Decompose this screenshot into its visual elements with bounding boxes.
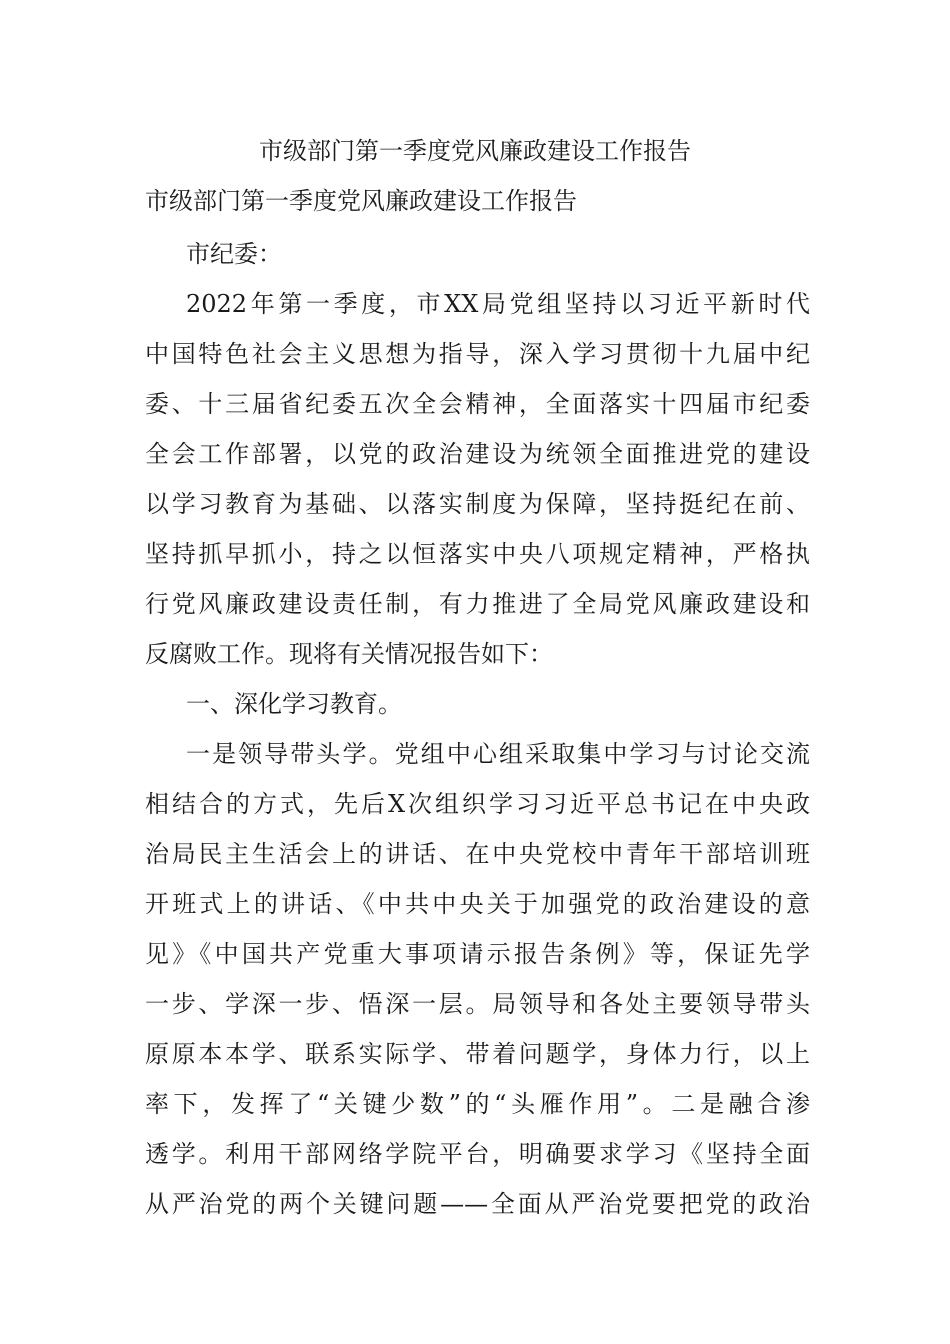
paragraph-line: 见》《中国共产党重大事项请示报告条例》等，保证先学 bbox=[145, 940, 810, 968]
paragraph-line: 率下，发挥了“关键少数”的“头雁作用”。二是融合渗 bbox=[145, 1090, 810, 1118]
paragraph-line: 一是领导带头学。党组中心组采取集中学习与讨论交流 bbox=[186, 740, 810, 768]
paragraph-line: 中国特色社会主义思想为指导，深入学习贯彻十九届中纪 bbox=[145, 340, 810, 368]
document-body bbox=[145, 229, 810, 1229]
paragraph-line: 坚持抓早抓小，持之以恒落实中央八项规定精神，严格执 bbox=[145, 540, 810, 568]
paragraph-line: 全会工作部署，以党的政治建设为统领全面推进党的建设 bbox=[145, 440, 810, 468]
document-subtitle: 市级部门第一季度党风廉政建设工作报告 bbox=[145, 187, 577, 215]
section-heading: 一、深化学习教育。 bbox=[186, 690, 402, 718]
paragraph-line: 开班式上的讲话、《中共中央关于加强党的政治建设的意 bbox=[145, 890, 810, 918]
paragraph-line: 委、十三届省纪委五次全会精神，全面落实十四届市纪委 bbox=[145, 390, 810, 418]
document-title: 市级部门第一季度党风廉政建设工作报告 bbox=[259, 137, 691, 165]
paragraph-line: 相结合的方式，先后X次组织学习习近平总书记在中央政 bbox=[145, 790, 810, 818]
paragraph-line: 治局民主生活会上的讲话、在中央党校中青年干部培训班 bbox=[145, 840, 810, 868]
paragraph-line: 2022年第一季度，市XX局党组坚持以习近平新时代 bbox=[186, 290, 810, 318]
paragraph-line: 反腐败工作。现将有关情况报告如下： bbox=[145, 640, 553, 668]
paragraph-line: 原原本本学、联系实际学、带着问题学，身体力行，以上 bbox=[145, 1040, 810, 1068]
paragraph-line: 从严治党的两个关键问题——全面从严治党要把党的政治 bbox=[145, 1190, 810, 1218]
paragraph-line: 透学。利用干部网络学院平台，明确要求学习《坚持全面 bbox=[145, 1140, 810, 1168]
paragraph-line: 以学习教育为基础、以落实制度为保障，坚持挺纪在前、 bbox=[145, 490, 810, 518]
paragraph-line: 一步、学深一步、悟深一层。局领导和各处主要领导带头 bbox=[145, 990, 810, 1018]
paragraph-line: 行党风廉政建设责任制，有力推进了全局党风廉政建设和 bbox=[145, 590, 810, 618]
salutation: 市纪委： bbox=[186, 240, 282, 268]
